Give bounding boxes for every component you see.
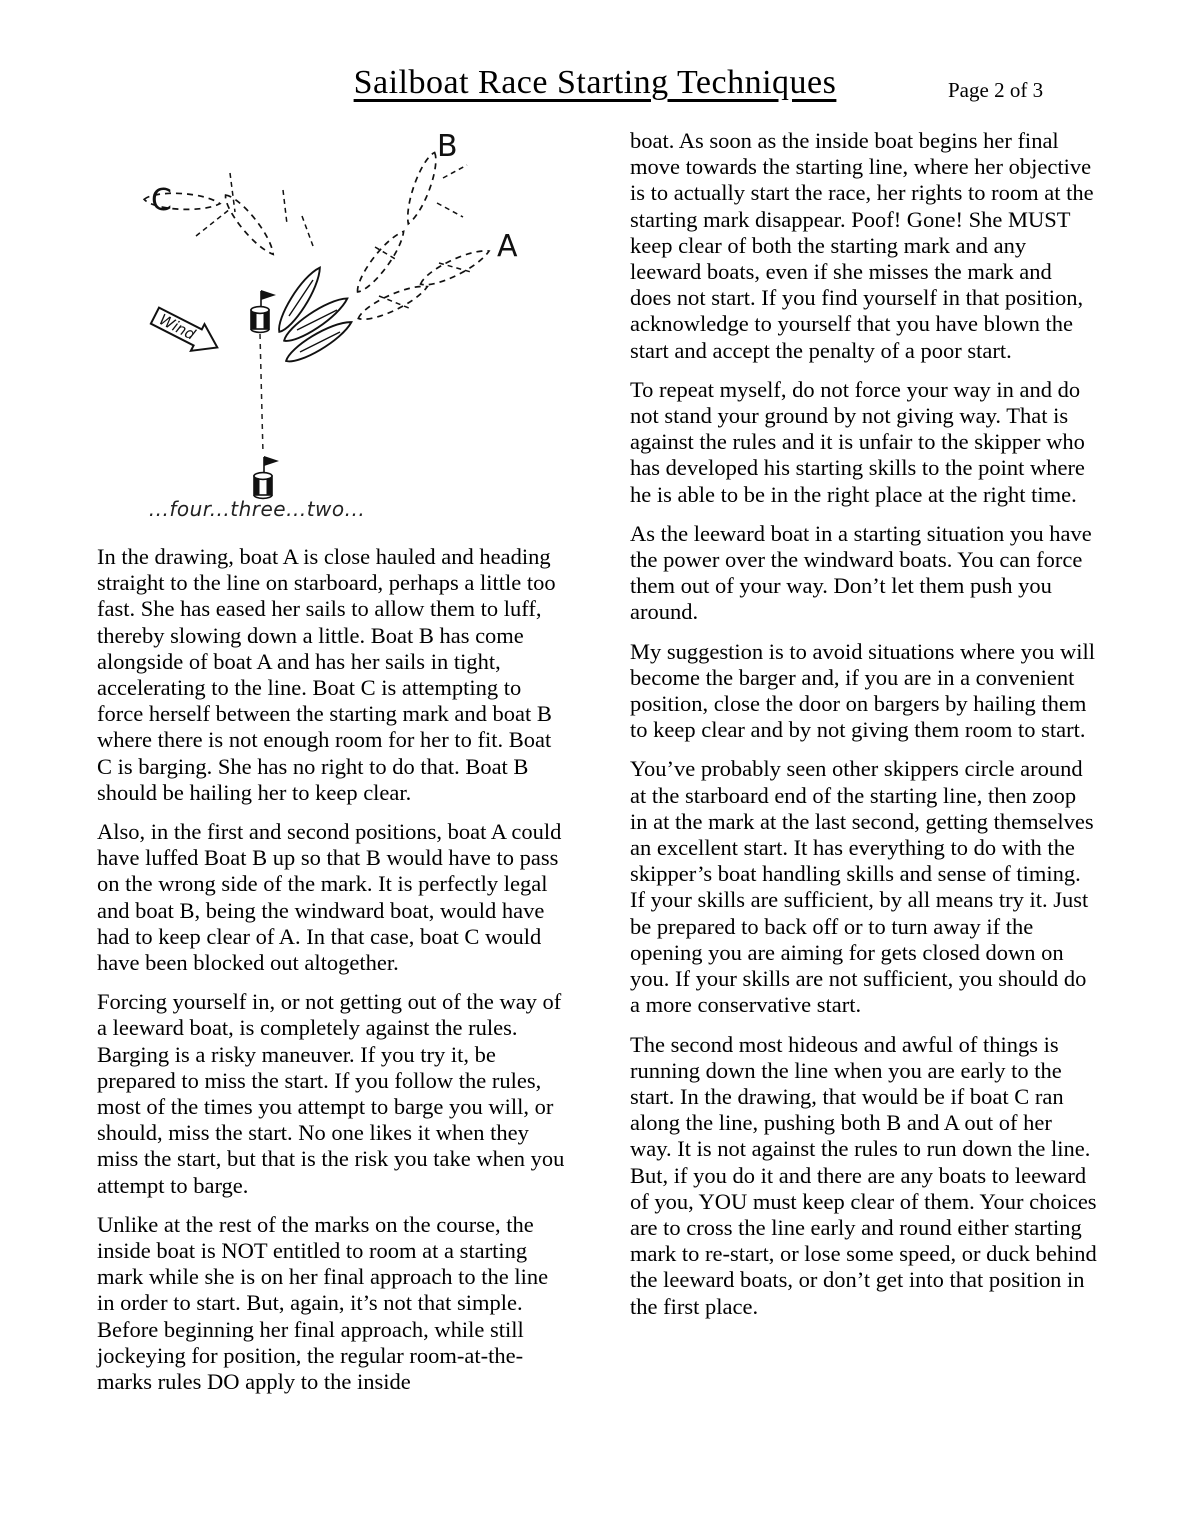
boat-label-b: B [437, 129, 458, 164]
boat-a-position-2 [355, 280, 431, 325]
paragraph: My suggestion is to avoid situations where you will become the barger and, if you are in a convenient position, close the door on bargers by hailing them to keep clear and by not giving them room to start. [630, 638, 1095, 743]
left-column [97, 120, 565, 1408]
paragraph: The second most hideous and awful of things is running down the line when you are early to the start. In the drawing, that would be if boat C ran along the line, pushing both B and A out of her way. It is not against the rules to run down the line. But, if you do it and there are any boats to leeward of you, YOU must keep clear of them. Your choices are to cross the line early and round either starting mark to re-start, or lose some speed, or duck behind the leeward boats, or don’t get into that position in the first place. [630, 1031, 1097, 1319]
countdown-caption: ...four...three...two... [148, 497, 366, 521]
boat-a-position-1 [417, 244, 493, 290]
paragraph: As the leeward boat in a starting situation you have the power over the windward boats. You can force them out of your way. Don’t let them push you around. [630, 520, 1092, 625]
boat-label-a: A [497, 229, 518, 264]
paragraph: Also, in the first and second positions, boat A could have luffed Boat B up so that B would have to pass on the wrong side of the mark. It is perfectly legal and boat B, being the windward boat, would have had to keep clear of A. In that case, boat C would have been blocked out altogether. [97, 819, 562, 976]
starting-mark-lower [254, 456, 279, 498]
starting-line-diagram [97, 120, 537, 542]
page-title-text: Sailboat Race Starting Techniques [353, 64, 837, 101]
wind-label: Wind [156, 310, 199, 344]
boat-b-position-2 [351, 227, 410, 297]
page-number: Page 2 of 3 [948, 78, 1044, 102]
paragraph: In the drawing, boat A is close hauled and heading straight to the line on starboard, perhaps a little too fast. She has eased her sails to allow them to luff, thereby slowing down a little. Boat B has come alongside of boat A and has her sails in tight, accelerating to the line. Boat C is attempting to force herself between the starting mark and boat B where there is not enough room for her to fit. Boat C is barging. She has no right to do that. Boat B should be hailing her to keep clear. [97, 544, 556, 805]
paragraph: To repeat myself, do not force your way in and do not stand your ground by not giving way. That is against the rules and it is unfair to the skipper who has developed his starting skills to the point where he is able to be in the right place at the right time. [630, 376, 1085, 507]
boat-pack-at-mark [272, 264, 355, 368]
paragraph: Unlike at the rest of the marks on the course, the inside boat is NOT entitled to room at a starting mark while she is on her final approach to the line in order to start. But, again, it’s not that simple. Before beginning her final approach, while still jockeying for position, the regular room-at-the-marks rules DO apply to the inside [97, 1211, 549, 1395]
paragraph: boat. As soon as the inside boat begins her final move towards the starting line, where her objective is to actually start the race, her rights to room at the starting mark disappear. Poof! Gone! She MUST keep clear of both the starting mark and any leeward boats, even if she misses the mark and does not start. If you find yourself in that position, acknowledge to yourself that you have blown the start and accept the penalty of a poor start. [630, 128, 1094, 363]
right-column [630, 128, 1098, 1333]
starting-mark-upper [251, 290, 276, 332]
starting-line [260, 334, 263, 454]
boat-label-c: C [151, 183, 172, 218]
paragraph: Forcing yourself in, or not getting out of the way of a leeward boat, is completely against the rules. Barging is a risky maneuver. If you try it, be prepared to miss the start. If you follow the rules, most of the times you attempt to barge you will, or should, miss the start. No one likes it when they miss the start, but that is the risk you take when you attempt to barge. [97, 989, 565, 1198]
paragraph: You’ve probably seen other skippers circle around at the starboard end of the starting line, then zoop in at the mark at the last second, getting themselves an excellent start. It has everything to do with the skipper’s boat handling skills and sense of timing. If your skills are sufficient, by all means try it. Just be prepared to back off or to turn away if the opening you are aiming for gets closed down on you. If your skills are not sufficient, you should do a more conservative start. [630, 756, 1094, 1018]
wind-arrow [148, 302, 224, 361]
